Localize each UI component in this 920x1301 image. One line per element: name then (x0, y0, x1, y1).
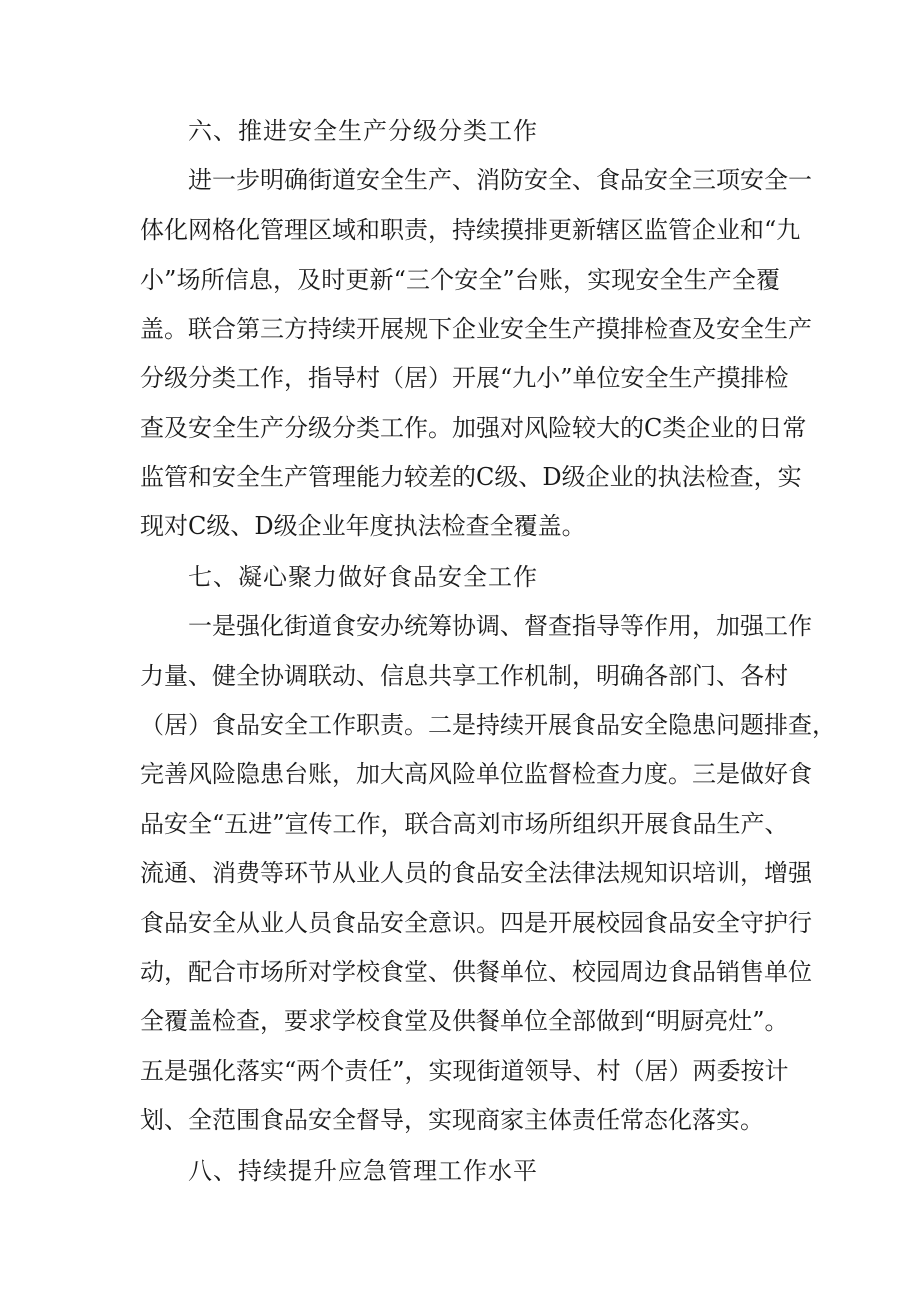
section-6-line-1: 进一步明确街道安全生产、消防安全、食品安全三项安全一 (188, 166, 812, 194)
section-6-line-8: 现对C级、D级企业年度执法检查全覆盖。 (140, 512, 586, 540)
section-7-line-11: 划、全范围食品安全督导，实现商家主体责任常态化落实。 (140, 1106, 764, 1134)
section-7-line-3: （居）食品安全工作职责。二是持续开展食品安全隐患问题排查， (140, 711, 836, 739)
section-6-heading: 六、推进安全生产分级分类工作 (188, 117, 538, 145)
section-6-line-2: 体化网格化管理区域和职责，持续摸排更新辖区监管企业和“九 (140, 216, 801, 244)
section-6-line-4: 盖。联合第三方持续开展规下企业安全生产摸排检查及安全生产 (140, 315, 812, 343)
section-7-line-10: 五是强化落实“两个责任”，实现街道领导、村（居）两委按计 (140, 1057, 789, 1085)
section-6-line-7: 监管和安全生产管理能力较差的C级、D级企业的执法检查，实 (140, 463, 802, 491)
section-6-line-6: 查及安全生产分级分类工作。加强对风险较大的C类企业的日常 (140, 414, 807, 442)
section-7-line-7: 食品安全从业人员食品安全意识。四是开展校园食品安全守护行 (140, 909, 812, 937)
section-7-line-5: 品安全“五进”宣传工作，联合高刘市场所组织开展食品生产、 (140, 810, 789, 838)
section-8-heading: 八、持续提升应急管理工作水平 (188, 1157, 538, 1185)
section-7-line-8: 动，配合市场所对学校食堂、供餐单位、校园周边食品销售单位 (140, 958, 812, 986)
section-7-line-4: 完善风险隐患台账，加大高风险单位监督检查力度。三是做好食 (140, 760, 812, 788)
section-6-line-5: 分级分类工作，指导村（居）开展“九小”单位安全生产摸排检 (140, 364, 789, 392)
section-7-line-6: 流通、消费等环节从业人员的食品安全法律法规知识培训，增强 (140, 859, 812, 887)
section-6-line-3: 小”场所信息，及时更新“三个安全”台账，实现安全生产全覆 (140, 266, 780, 294)
section-7-line-2: 力量、健全协调联动、信息共享工作机制，明确各部门、各村 (140, 662, 788, 690)
section-7-heading: 七、凝心聚力做好食品安全工作 (188, 563, 538, 591)
section-7-line-9: 全覆盖检查，要求学校食堂及供餐单位全部做到“明厨亮灶”。 (140, 1007, 789, 1035)
section-7-line-1: 一是强化街道食安办统筹协调、督查指导等作用，加强工作 (188, 612, 812, 640)
